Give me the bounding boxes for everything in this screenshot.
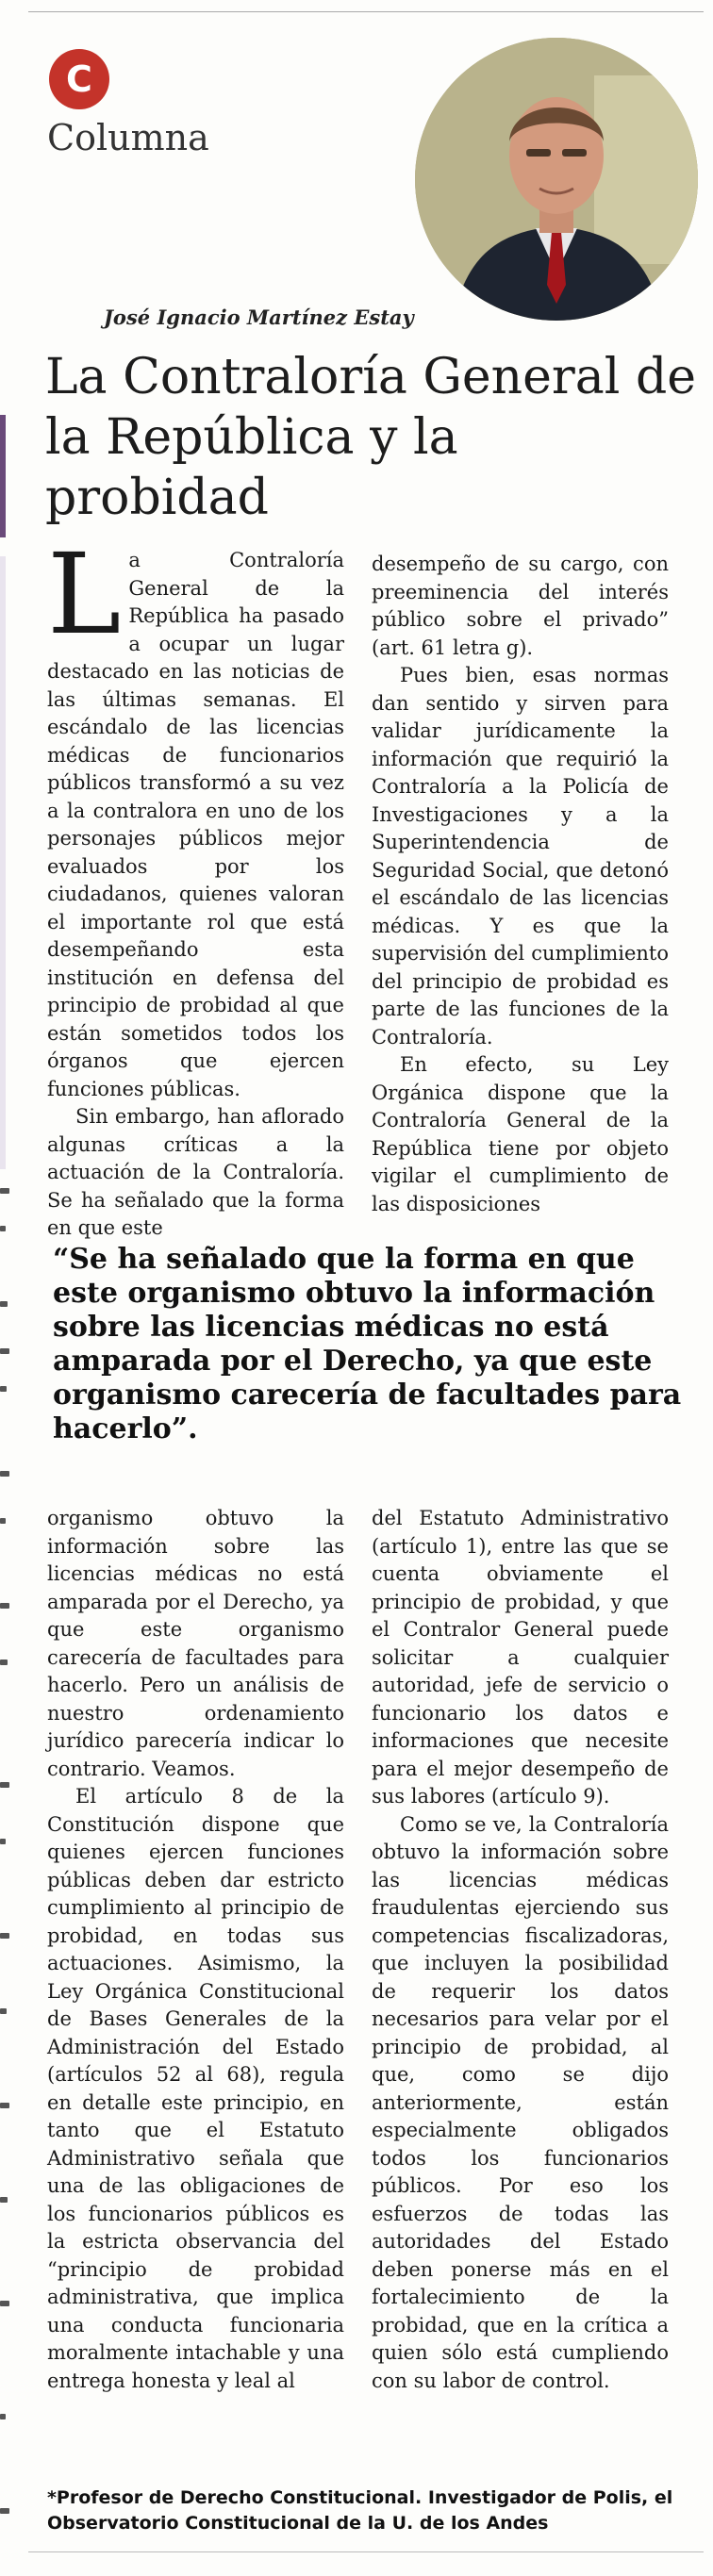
- author-footnote: *Profesor de Derecho Constitucional. Investigador de Polis, el Observatorio Constitucional de la U. de los Andes: [47, 2487, 673, 2534]
- paragraph: Como se ve, la Contraloría obtuvo la información sobre las licencias médicas fraudulentas ejerciendo sus competencias fiscalizadoras, que incluyen la posibilidad de requerir los datos necesarios para velar por el principio de probidad, al que, como se dijo anteriormente, están especialmente obligados todos los funcionarios públicos. Por eso los esfuerzos de todas las autoridades del Estado deben ponerse más en el fortalecimiento de la probidad, que en la crítica a quien sólo está cumpliendo con su labor de control.: [372, 1812, 669, 2392]
- top-rule: [28, 11, 704, 12]
- paragraph: Pues bien, esas normas dan sentido y sirven para validar jurídicamente la información que requirió la Contraloría a la Policía de Investigaciones y a la Superintendencia de Seguridad Social, que detonó el escándalo de las licencias médicas. Y es que la supervisión del cumplimiento del principio de probidad es parte de las funciones de la Contraloría.: [372, 664, 669, 1049]
- drop-cap: L: [47, 529, 122, 659]
- column-badge: C: [49, 49, 109, 109]
- adjacent-column-fragment: [0, 0, 28, 2576]
- headline: La Contraloría General de la República y la probidad: [45, 349, 697, 526]
- paragraph: del Estatuto Administrativo (artículo 1), entre las que se cuenta obviamente el principio de probidad, y que el Contralor General puede solicitar a cualquier autoridad, jefe de servicio o funcionario los datos e informaciones que necesite para el mejor desempeño de sus labores (artículo 9).: [372, 1507, 669, 1808]
- body-column-4: [372, 1505, 669, 2395]
- author-portrait-icon: [415, 38, 698, 321]
- author-byline: José Ignacio Martínez Estay: [104, 305, 414, 329]
- paragraph: Sin embargo, han aflorado algunas críticas a la actuación de la Contraloría. Se ha señalado que la forma en que este: [47, 1105, 344, 1239]
- paragraph: En efecto, su Ley Orgánica dispone que la Contraloría General de la República tiene por objeto vigilar el cumplimiento de las disposiciones: [372, 1053, 669, 1215]
- paragraph: El artículo 8 de la Constitución dispone que quienes ejercen funciones públicas deben dar estricto cumplimiento al principio de probidad, en todas sus actuaciones. Asimismo, la Ley Orgánica Constitucional de Bases Generales de la Administración del Estado (artículos 52 al 68), regula en detalle este principio, en tanto que el Estatuto Administrativo señala que una de las obligaciones de los funcionarios públicos es la estricta observancia del “principio de probidad administrativa, que implica una conducta funcionaria moralmente intachable y una entrega honesta y leal al: [47, 1785, 344, 2392]
- bottom-rule: [28, 2551, 704, 2552]
- paragraph: a Contraloría General de la República ha pasado a ocupar un lugar destacado en las noticias de las últimas semanas. El escándalo de las licencias médicas de funcionarios públicos transformó a su vez a la contralora en uno de los personajes públicos mejor evaluados por los ciudadanos, quienes valoran el importante rol que está desempeñando esta institución en defensa del principio de probidad al que están sometidos todos los órganos que ejercen funciones públicas.: [47, 549, 344, 1100]
- paragraph: organismo obtuvo la información sobre las licencias médicas no está amparada por el Derecho, ya que este organismo carecería de facultades para hacerlo. Pero un análisis de nuestro ordenamiento jurídico parecería indicar lo contrario. Veamos.: [47, 1507, 344, 1780]
- body-column-3: [47, 1505, 344, 2395]
- pull-quote: “Se ha señalado que la forma en que este organismo obtuvo la información sobre las licencias médicas no está amparada por el Derecho, ya que este organismo carecería de facultades para hacerlo”.: [53, 1243, 682, 1445]
- author-photo: [415, 38, 698, 321]
- body-column-1: [47, 529, 344, 1243]
- body-column-2: [372, 551, 669, 1218]
- section-label: Columna: [47, 117, 209, 158]
- paragraph: desempeño de su cargo, con preeminencia del interés público sobre el privado” (art. 61 letra g).: [372, 553, 669, 659]
